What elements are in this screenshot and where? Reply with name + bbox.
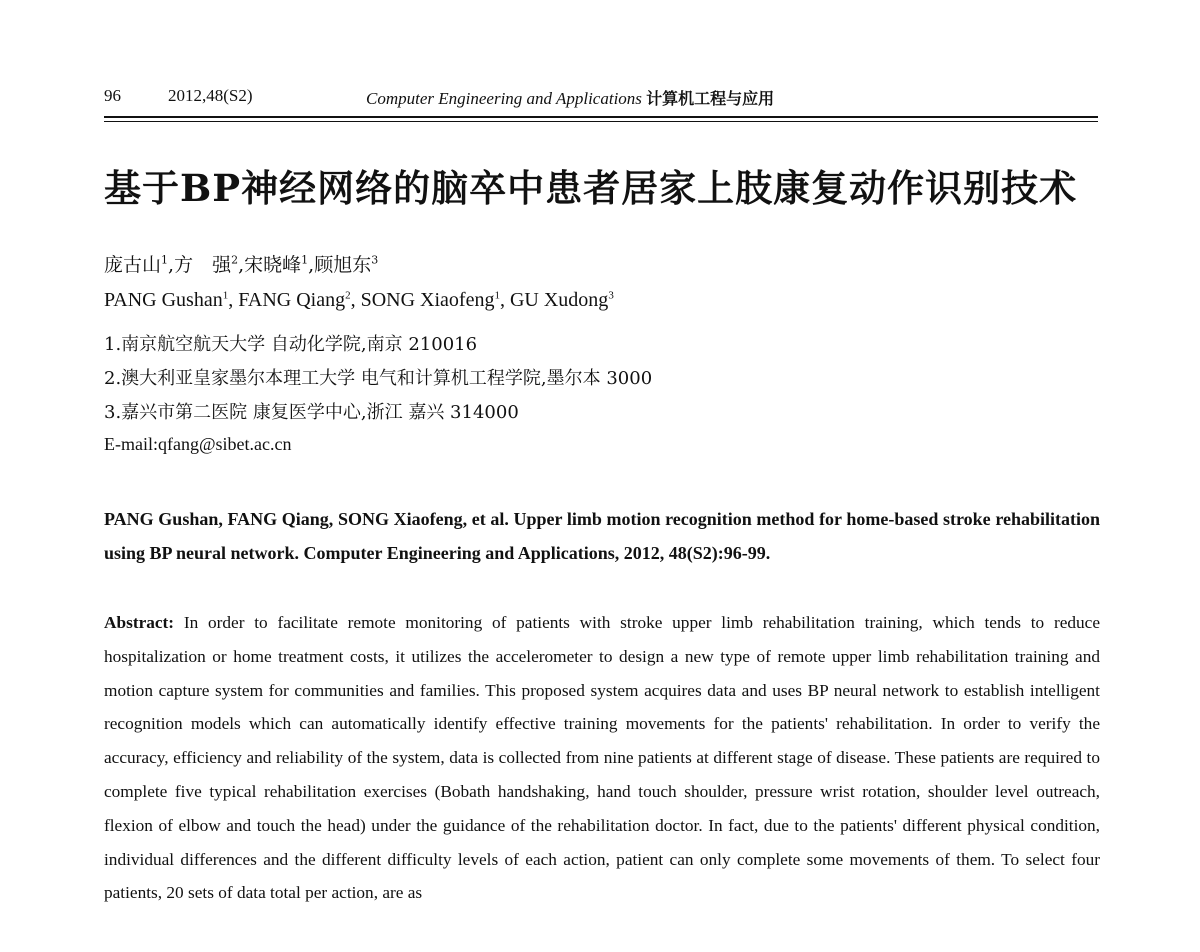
paper-title: 基于BP神经网络的脑卒中患者居家上肢康复动作识别技术 — [104, 166, 1078, 210]
author-en: SONG Xiaofeng — [360, 289, 495, 311]
author-en: PANG Gushan — [104, 289, 223, 311]
affiliation-1: 1.南京航空航天大学 自动化学院,南京 210016 — [104, 334, 478, 355]
author-en-affil: 2 — [345, 289, 351, 302]
journal-name — [366, 86, 774, 109]
authors-chinese: 庞古山$^1$,方 强$^2$,宋晓峰$^1$,顾旭东$^3$ — [104, 253, 379, 276]
author-cn: 顾旭东 — [314, 254, 372, 276]
header-rule-thin — [104, 121, 1098, 122]
running-header — [104, 86, 1098, 116]
affiliation-2: 2.澳大利亚皇家墨尔本理工大学 电气和计算机工程学院,墨尔本 3000 — [104, 368, 653, 389]
abstract — [104, 606, 1100, 910]
author-cn-affil: 2 — [231, 253, 239, 267]
author-en: FANG Qiang — [238, 289, 346, 311]
author-cn-affil: 3 — [371, 253, 379, 267]
abstract-label: Abstract: — [104, 613, 175, 632]
journal-name-en: Computer Engineering and Applications — [366, 89, 642, 108]
author-en: GU Xudong — [509, 289, 609, 311]
author-en-affil: 1 — [494, 289, 500, 302]
author-en-affil: 3 — [608, 289, 614, 302]
citation-reference: PANG Gushan, FANG Qiang, SONG Xiaofeng, et al. Upper limb motion recognition method for home-based stroke rehabilitation using BP neural network. Computer Engineering and Applications, 2012, 48(S2):96-99. — [104, 509, 1100, 563]
author-cn: 庞古山 — [104, 254, 162, 276]
author-cn: 宋晓峰 — [244, 254, 302, 276]
contact-email: E-mail:qfang@sibet.ac.cn — [104, 434, 292, 454]
author-cn-affil: 1 — [161, 253, 169, 267]
volume-issue: 2012,48(S2) — [168, 86, 253, 105]
header-rule-thick — [104, 116, 1098, 118]
journal-name-cn: 计算机工程与应用 — [646, 89, 775, 108]
authors-english: PANG Gushan$^1$, FANG Qiang$^2$, SONG Xiaofeng$^1$, GU Xudong$^3$ — [104, 289, 614, 311]
author-cn: 方 强 — [174, 254, 232, 276]
author-cn-affil: 1 — [301, 253, 309, 267]
page-number: 96 — [104, 86, 121, 105]
affiliation-3: 3.嘉兴市第二医院 康复医学中心,浙江 嘉兴 314000 — [104, 402, 519, 423]
author-en-affil: 1 — [222, 289, 229, 302]
abstract-text: In order to facilitate remote monitoring of patients with stroke upper limb rehabilitation training, which tends to reduce hospitalization or home treatment costs, it utilizes the accelerometer to design a new type of remote upper limb rehabilitation training and motion capture system for communities and families. This proposed system acquires data and uses BP neural network to establish intelligent recognition models which can automatically identify effective training movements for the patients' rehabilitation. In order to verify the accuracy, efficiency and reliability of the system, data is collected from nine patients at different stage of disease. These patients are required to complete five typical rehabilitation exercises (Bobath handshaking, hand touch shoulder, pressure wrist rotation, shoulder level outreach, flexion of elbow and touch the head) under the guidance of the rehabilitation doctor. In fact, due to the patients' different physical condition, individual differences and the different difficulty levels of each action, patient can only complete some movements of them. To select four patients, 20 sets of data total per action, are as — [104, 613, 1100, 903]
